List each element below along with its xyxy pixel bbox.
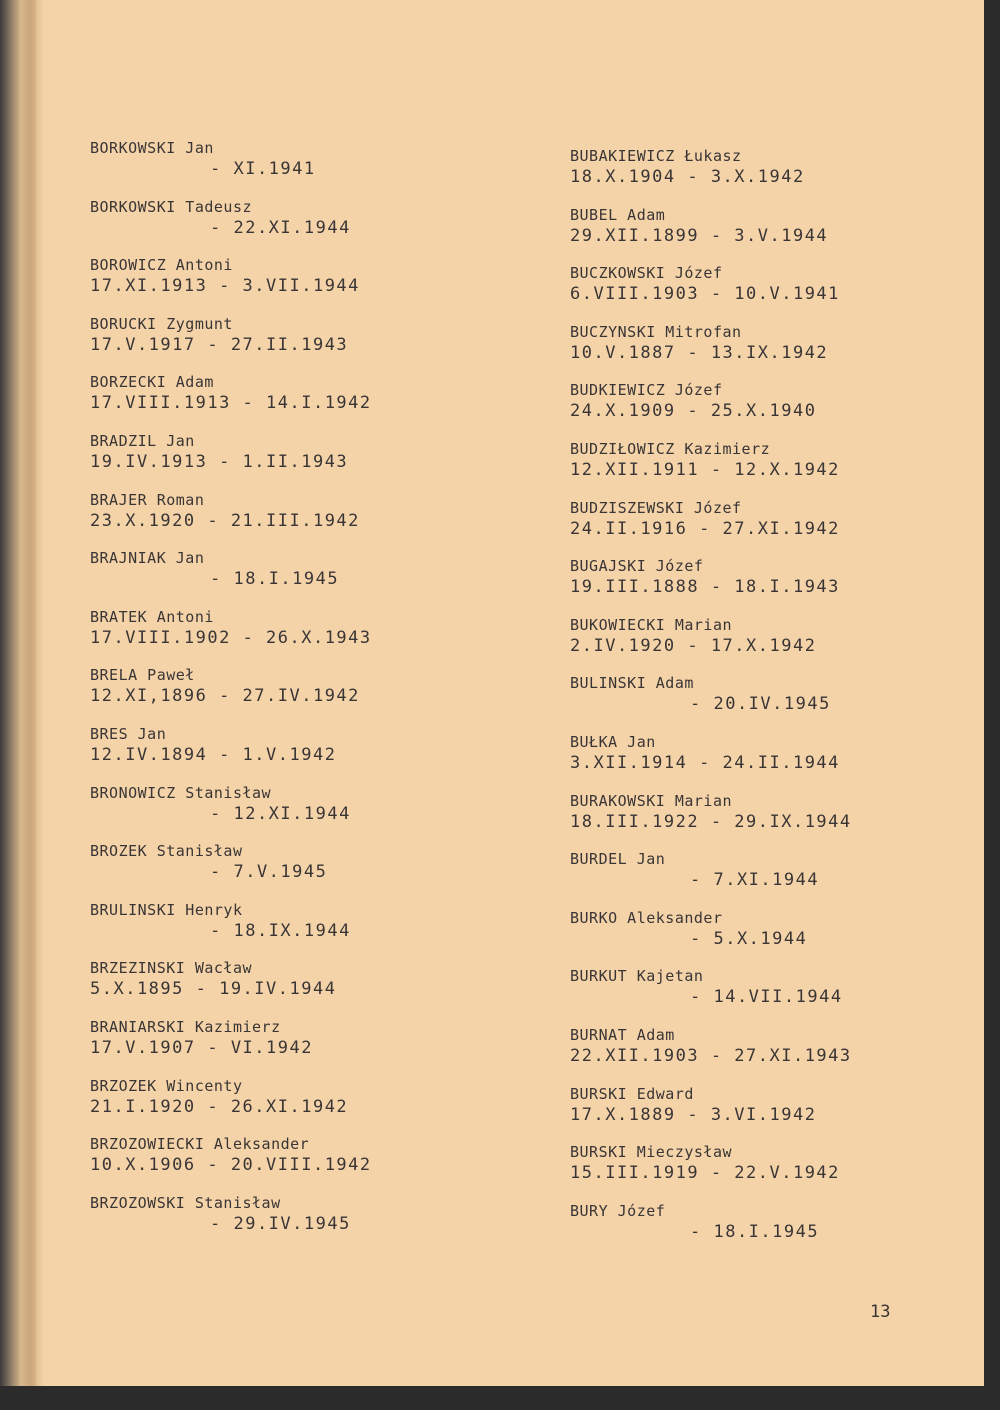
list-item	[90, 255, 510, 314]
life-dates: - 5.X.1944	[690, 928, 808, 949]
person-name: BUKOWIECKI Marian	[570, 615, 733, 634]
list-item	[90, 1017, 510, 1076]
list-item	[570, 205, 990, 264]
life-dates: 24.X.1909 - 25.X.1940	[570, 401, 817, 422]
life-dates: 17.VIII.1902 - 26.X.1943	[90, 627, 372, 648]
person-name: BURY Józef	[570, 1201, 666, 1220]
life-dates: 18.III.1922 - 29.IX.1944	[570, 811, 852, 832]
list-item	[90, 1134, 510, 1193]
person-name: BROZEK Stanisław	[90, 842, 243, 861]
life-dates: - XI.1941	[210, 159, 316, 179]
life-dates: 6.VIII.1903 - 10.V.1941	[570, 284, 840, 305]
list-item	[570, 439, 990, 498]
life-dates: - 18.I.1945	[210, 569, 340, 590]
person-name: BRZOZEK Wincenty	[90, 1076, 243, 1095]
list-item	[90, 372, 510, 431]
person-name: BRAJER Roman	[90, 490, 205, 509]
list-item	[570, 1142, 990, 1201]
life-dates: 10.X.1906 - 20.VIII.1942	[90, 1155, 372, 1176]
person-name: BUŁKA Jan	[570, 732, 656, 751]
person-name: BUDKIEWICZ Józef	[570, 381, 723, 400]
person-name: BRES Jan	[90, 724, 167, 743]
life-dates: - 14.VII.1944	[690, 987, 843, 1008]
page-fold-shadow	[30, 0, 44, 1386]
life-dates: 12.XI,1896 - 27.IV.1942	[90, 686, 360, 707]
person-name: BUCZYNSKI Mitrofan	[570, 322, 742, 341]
person-name: BRANIARSKI Kazimierz	[90, 1017, 281, 1036]
list-item	[90, 490, 510, 549]
list-item	[570, 791, 990, 850]
person-name: BURNAT Adam	[570, 1025, 675, 1044]
person-name: BRATEK Antoni	[90, 607, 214, 626]
person-name: BURAKOWSKI Marian	[570, 791, 733, 810]
person-name: BORKOWSKI Tadeusz	[90, 197, 253, 216]
list-item	[90, 900, 510, 959]
page-number: 13	[870, 1302, 891, 1322]
person-name: BRADZIL Jan	[90, 431, 195, 450]
list-item	[90, 1193, 510, 1252]
list-item	[90, 665, 510, 724]
life-dates: 17.V.1907 - VI.1942	[90, 1037, 313, 1058]
list-item	[570, 1084, 990, 1143]
person-name: BURSKI Mieczysław	[570, 1143, 733, 1162]
person-name: BRZOZOWSKI Stanisław	[90, 1193, 281, 1212]
person-name: BURSKI Edward	[570, 1084, 694, 1103]
life-dates: - 7.V.1945	[210, 862, 328, 883]
list-item	[570, 322, 990, 381]
right-column-list	[570, 146, 990, 1259]
person-name: BRAJNIAK Jan	[90, 549, 205, 568]
life-dates: - 20.IV.1945	[690, 694, 831, 715]
person-name: BRONOWICZ Stanisław	[90, 783, 272, 802]
list-item	[90, 431, 510, 490]
list-item	[570, 263, 990, 322]
list-item	[90, 607, 510, 666]
adjacent-page-edge	[0, 0, 30, 1410]
life-dates: 10.V.1887 - 13.IX.1942	[570, 342, 829, 363]
list-item	[570, 732, 990, 791]
list-item	[90, 197, 510, 256]
life-dates: - 12.XI.1944	[210, 803, 351, 824]
life-dates: 19.III.1888 - 18.I.1943	[570, 577, 840, 598]
life-dates: 23.X.1920 - 21.III.1942	[90, 510, 360, 531]
list-item	[90, 314, 510, 373]
list-item	[90, 783, 510, 842]
person-name: BULINSKI Adam	[570, 674, 694, 693]
life-dates: 24.II.1916 - 27.XI.1942	[570, 518, 840, 539]
person-name: BRULINSKI Henryk	[90, 900, 243, 919]
list-item	[90, 724, 510, 783]
list-item	[90, 548, 510, 607]
life-dates: - 18.IX.1944	[210, 920, 351, 941]
person-name: BURKO Aleksander	[570, 908, 723, 927]
list-item	[90, 138, 510, 197]
list-item	[570, 849, 990, 908]
life-dates: - 29.IV.1945	[210, 1213, 351, 1234]
life-dates: 19.IV.1913 - 1.II.1943	[90, 451, 349, 472]
list-item	[570, 908, 990, 967]
life-dates: 17.X.1889 - 3.VI.1942	[570, 1104, 817, 1125]
life-dates: 29.XII.1899 - 3.V.1944	[570, 225, 829, 246]
life-dates: 22.XII.1903 - 27.XI.1943	[570, 1045, 852, 1066]
person-name: BUBEL Adam	[570, 205, 666, 224]
life-dates: 17.XI.1913 - 3.VII.1944	[90, 276, 360, 297]
list-item	[570, 1025, 990, 1084]
person-name: BORZECKI Adam	[90, 373, 214, 392]
life-dates: 3.XII.1914 - 24.II.1944	[570, 752, 840, 773]
life-dates: 12.IV.1894 - 1.V.1942	[90, 744, 337, 765]
life-dates: 18.X.1904 - 3.X.1942	[570, 167, 805, 187]
list-item	[570, 673, 990, 732]
person-name: BRZEZINSKI Wacław	[90, 959, 253, 978]
person-name: BUDZISZEWSKI Józef	[570, 498, 742, 517]
life-dates: 21.I.1920 - 26.XI.1942	[90, 1096, 349, 1117]
left-column-list	[90, 138, 510, 1251]
list-item	[570, 1201, 990, 1260]
list-item	[570, 615, 990, 674]
person-name: BUCZKOWSKI Józef	[570, 264, 723, 283]
person-name: BRELA Paweł	[90, 666, 195, 685]
list-item	[90, 1076, 510, 1135]
life-dates: 2.IV.1920 - 17.X.1942	[570, 635, 817, 656]
life-dates: 5.X.1895 - 19.IV.1944	[90, 979, 337, 1000]
list-item	[90, 958, 510, 1017]
person-name: BRZOZOWIECKI Aleksander	[90, 1135, 310, 1154]
life-dates: 17.VIII.1913 - 14.I.1942	[90, 393, 372, 414]
scan-background	[0, 1386, 1000, 1410]
life-dates: - 22.XI.1944	[210, 217, 351, 238]
list-item	[570, 556, 990, 615]
life-dates: 15.III.1919 - 22.V.1942	[570, 1163, 840, 1184]
person-name: BORUCKI Zygmunt	[90, 314, 233, 333]
person-name: BURDEL Jan	[570, 850, 666, 869]
person-name: BUGAJSKI Józef	[570, 557, 704, 576]
person-name: BUBAKIEWICZ Łukasz	[570, 147, 742, 165]
list-item	[570, 146, 990, 205]
person-name: BORKOWSKI Jan	[90, 139, 214, 157]
list-item	[90, 841, 510, 900]
life-dates: 12.XII.1911 - 12.X.1942	[570, 459, 840, 480]
list-item	[570, 966, 990, 1025]
life-dates: - 18.I.1945	[690, 1221, 820, 1242]
person-name: BOROWICZ Antoni	[90, 256, 233, 275]
life-dates: - 7.XI.1944	[690, 870, 820, 891]
list-item	[570, 498, 990, 557]
life-dates: 17.V.1917 - 27.II.1943	[90, 334, 349, 355]
list-item	[570, 380, 990, 439]
person-name: BURKUT Kajetan	[570, 967, 704, 986]
person-name: BUDZIŁOWICZ Kazimierz	[570, 439, 771, 458]
